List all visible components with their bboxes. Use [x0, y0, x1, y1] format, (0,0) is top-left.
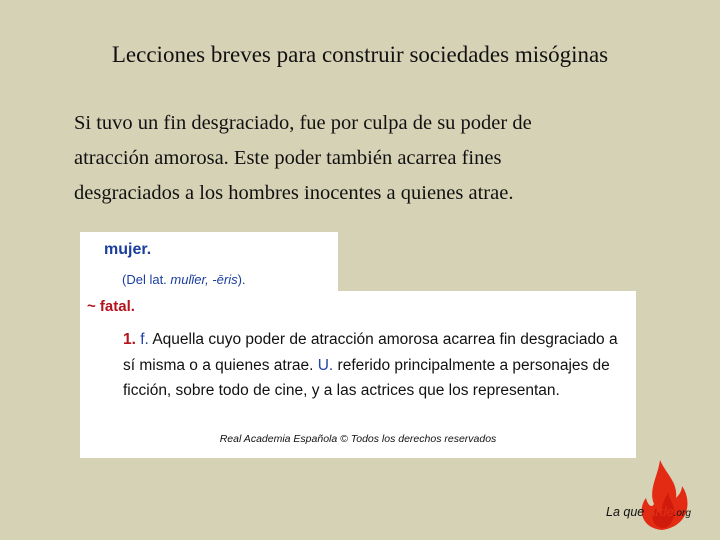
site-logo-text — [606, 505, 691, 519]
dictionary-etymology — [122, 272, 246, 287]
definition-text-2: referido principalmente a personajes de ficción, sobre todo de cine, y a las actrices que los representan. — [123, 356, 610, 399]
body-line-1: Si tuvo un fin desgraciado, fue por culpa de su poder de — [74, 112, 532, 134]
dictionary-definition — [123, 327, 628, 404]
etymology-open: (Del lat. — [122, 272, 171, 287]
logo-text-left: La que — [606, 505, 648, 519]
sense-category: f. — [140, 331, 149, 348]
usage-marker: U. — [317, 356, 334, 374]
sense-number: 1. — [123, 331, 136, 348]
slide-title: Lecciones breves para construir sociedades misóginas — [111, 42, 609, 67]
etymology-latin: mulĭer, -ēris — [170, 272, 238, 287]
body-line-3: desgraciados a los hombres inocentes a quienes atrae. — [74, 182, 514, 204]
slide-body — [74, 106, 674, 211]
body-line-2: atracción amorosa. Este poder también acarrea fines — [74, 147, 502, 169]
definition-text-1: Aquella cuyo poder de atracción amorosa acarrea fin desgraciado a sí misma o a quienes atrae. — [123, 331, 618, 374]
dictionary-headword: mujer. — [104, 241, 152, 258]
dictionary-copyright: Real Academia Española © Todos los derechos reservados — [219, 433, 497, 445]
flame-icon — [604, 452, 714, 532]
etymology-close: ). — [237, 272, 246, 287]
logo-text-accent: Arde — [647, 505, 674, 519]
logo-text-domain: .org — [673, 508, 691, 519]
dictionary-phrase: ~ fatal. — [87, 298, 135, 315]
